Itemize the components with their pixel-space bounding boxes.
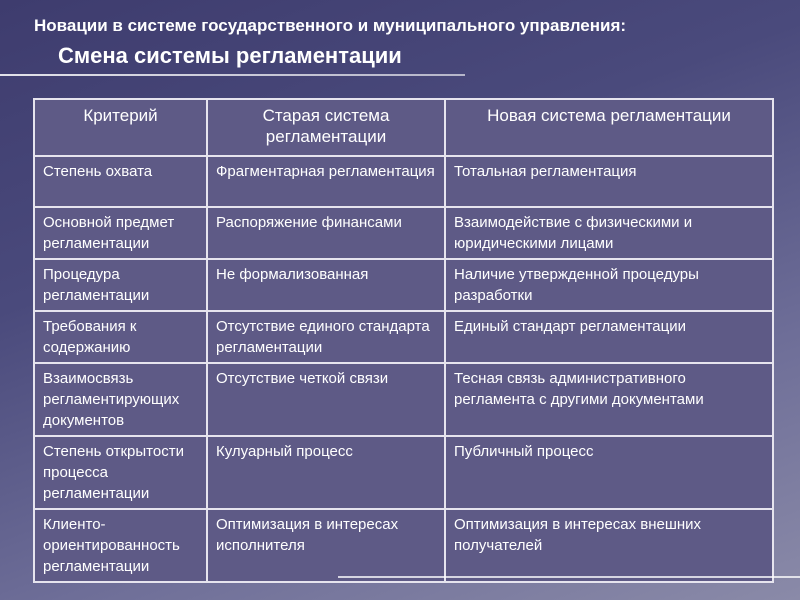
table-row [34, 436, 773, 509]
cell-criterion: Основной предмет регламентации [34, 207, 207, 259]
regulation-comparison-table [33, 98, 774, 583]
header-old-system: Старая система регламентации [207, 99, 445, 156]
cell-new: Единый стандарт регламентации [445, 311, 773, 363]
bottom-divider [338, 576, 800, 578]
table-row [34, 363, 773, 436]
table-row [34, 259, 773, 311]
cell-old: Отсутствие единого стандарта регламентации [207, 311, 445, 363]
cell-new: Взаимодействие с физическими и юридическими лицами [445, 207, 773, 259]
title-divider [0, 74, 465, 76]
cell-old: Оптимизация в интересах исполнителя [207, 509, 445, 582]
table-row [34, 509, 773, 582]
slide-title: Новации в системе государственного и муниципального управления: [34, 16, 627, 35]
cell-criterion: Требования к содержанию [34, 311, 207, 363]
table-header-row [34, 99, 773, 156]
cell-old: Фрагментарная регламентация [207, 156, 445, 207]
table-row [34, 207, 773, 259]
cell-old: Отсутствие четкой связи [207, 363, 445, 436]
header-new-system: Новая система регламентации [445, 99, 773, 156]
cell-new: Оптимизация в интересах внешних получателей [445, 509, 773, 582]
cell-old: Кулуарный процесс [207, 436, 445, 509]
cell-criterion: Степень открытости процесса регламентации [34, 436, 207, 509]
cell-old: Распоряжение финансами [207, 207, 445, 259]
cell-new: Тотальная регламентация [445, 156, 773, 207]
table-row [34, 311, 773, 363]
cell-criterion: Взаимосвязь регламентирующих документов [34, 363, 207, 436]
slide-subtitle: Смена системы регламентации [58, 43, 402, 68]
cell-old: Не формализованная [207, 259, 445, 311]
header-criterion: Критерий [34, 99, 207, 156]
table-row [34, 156, 773, 207]
cell-new: Тесная связь административного регламента с другими документами [445, 363, 773, 436]
cell-criterion: Клиенто-ориентированность регламентации [34, 509, 207, 582]
cell-criterion: Процедура регламентации [34, 259, 207, 311]
cell-criterion: Степень охвата [34, 156, 207, 207]
cell-new: Публичный процесс [445, 436, 773, 509]
cell-new: Наличие утвержденной процедуры разработки [445, 259, 773, 311]
